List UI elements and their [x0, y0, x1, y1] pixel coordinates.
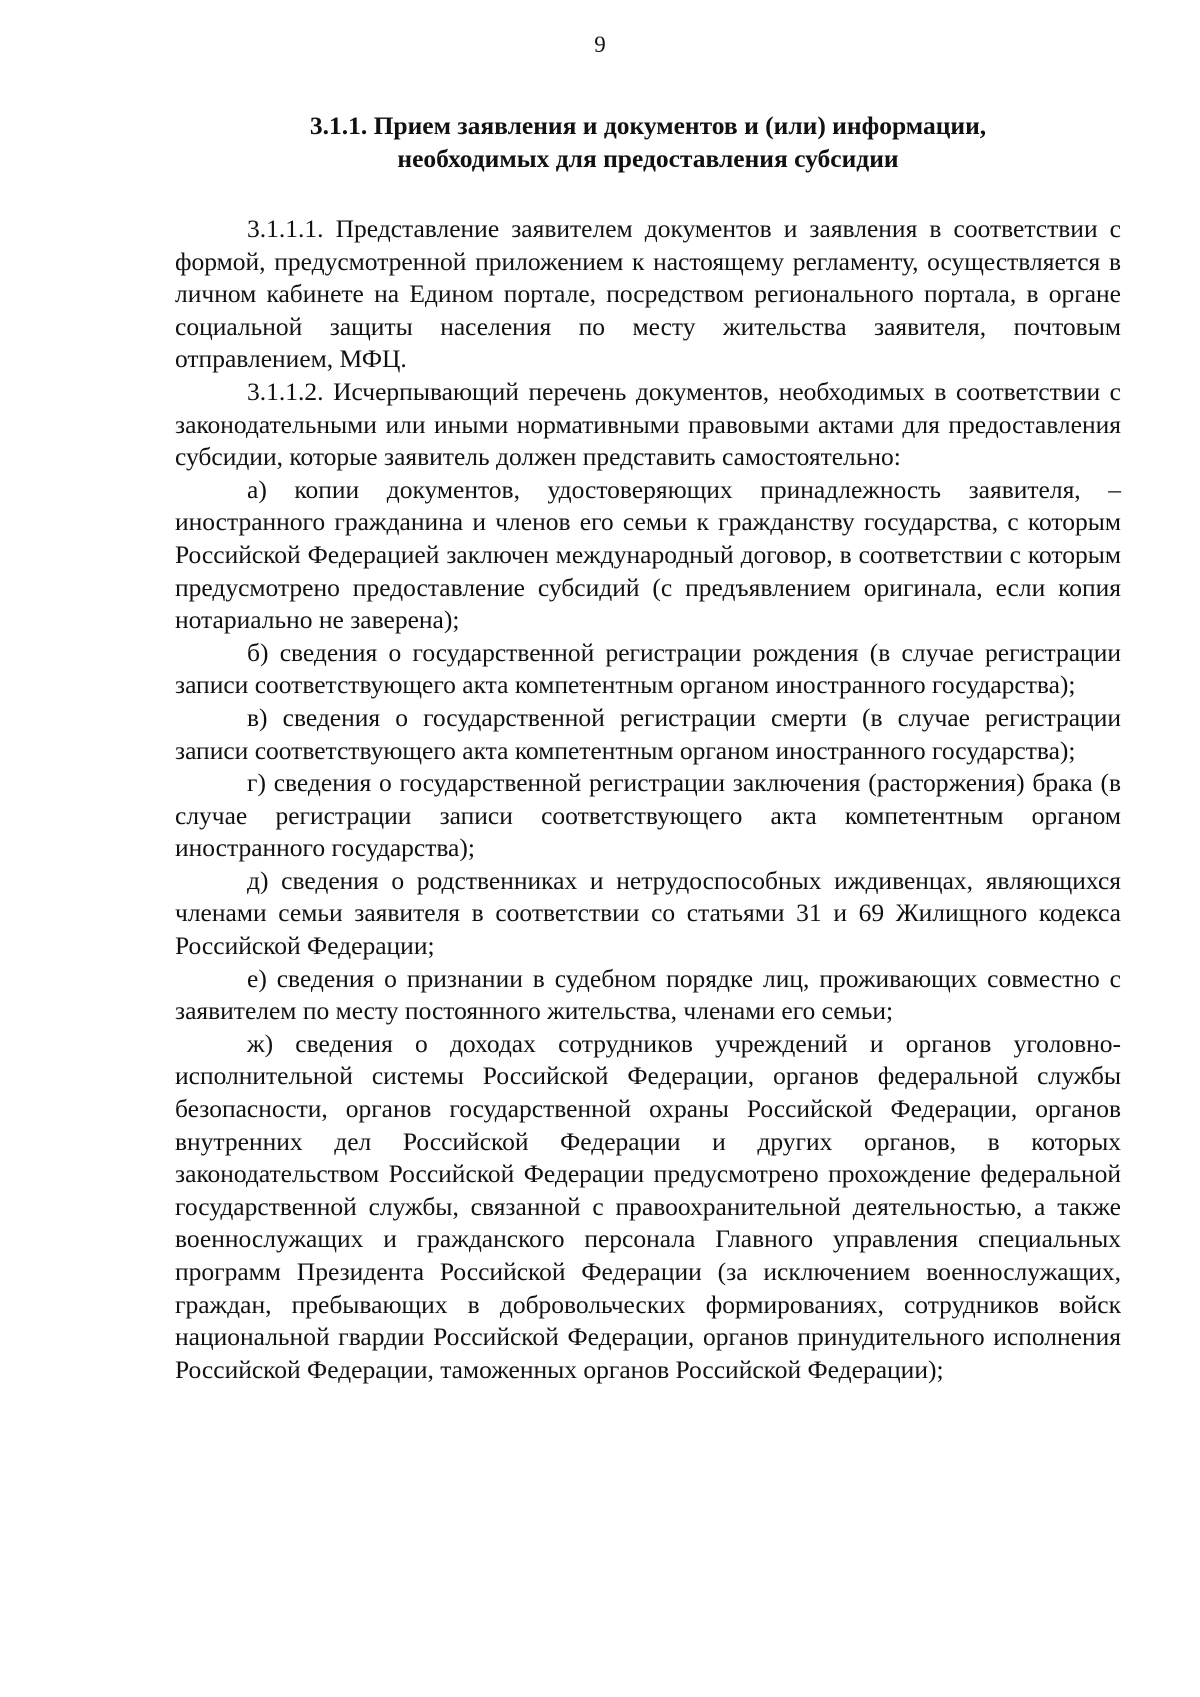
paragraph-3-1-1-2: 3.1.1.2. Исчерпывающий перечень документов, необходимых в соответствии с законодательными или иными нормативными правовыми актами для предоставления субсидии, которые заявитель должен представить самостоятельно:: [175, 376, 1121, 472]
list-item-v: в) сведения о государственной регистрации смерти (в случае регистрации записи соответствующего акта компетентным органом иностранного государства);: [175, 702, 1121, 765]
list-item-zh: ж) сведения о доходах сотрудников учреждений и органов уголовно-исполнительной системы Российской Федерации, органов федеральной службы безопасности, органов государственной охраны Российской Федерации, органов внутренних дел Российской Федерации и других органов, в которых законодательством Российской Федерации предусмотрено прохождение федеральной государственной службы, связанной с правоохранительной деятельностью, а также военнослужащих и гражданского персонала Главного управления специальных программ Президента Российской Федерации (за исключением военнослужащих, граждан, пребывающих в добровольческих формированиях, сотрудников войск национальной гвардии Российской Федерации, органов принудительного исполнения Российской Федерации, таможенных органов Российской Федерации);: [175, 1028, 1121, 1384]
section-heading-line-2: необходимых для предоставления субсидии: [397, 144, 899, 173]
list-item-d: д) сведения о родственниках и нетрудоспособных иждивенцах, являющихся членами семьи заявителя в соответствии со статьями 31 и 69 Жилищного кодекса Российской Федерации;: [175, 865, 1121, 961]
list-item-b: б) сведения о государственной регистрации рождения (в случае регистрации записи соответствующего акта компетентным органом иностранного государства);: [175, 637, 1121, 700]
list-item-g: г) сведения о государственной регистрации заключения (расторжения) брака (в случае регистрации записи соответствующего акта компетентным органом иностранного государства);: [175, 768, 1121, 863]
page-number: 9: [594, 32, 606, 57]
paragraph-3-1-1-1: 3.1.1.1. Представление заявителем документов и заявления в соответствии с формой, предусмотренной приложением к настоящему регламенту, осуществляется в личном кабинете на Едином портале, посредством регионального портала, в органе социальной защиты населения по месту жительства заявителя, почтовым отправлением, МФЦ.: [175, 214, 1121, 374]
list-item-a: а) копии документов, удостоверяющих принадлежность заявителя, – иностранного гражданина и членов его семьи к гражданству государства, с которым Российской Федерацией заключен международный договор, в соответствии с которым предусмотрено предоставление субсидий (с предъявлением оригинала, если копия нотариально не заверена);: [175, 474, 1121, 635]
body-text: [175, 213, 1121, 1386]
section-heading: [175, 109, 1121, 175]
list-item-e: е) сведения о признании в судебном порядке лиц, проживающих совместно с заявителем по месту постоянного жительства, членами его семьи;: [175, 963, 1121, 1026]
section-heading-line-1: 3.1.1. Прием заявления и документов и (или) информации,: [309, 111, 987, 140]
